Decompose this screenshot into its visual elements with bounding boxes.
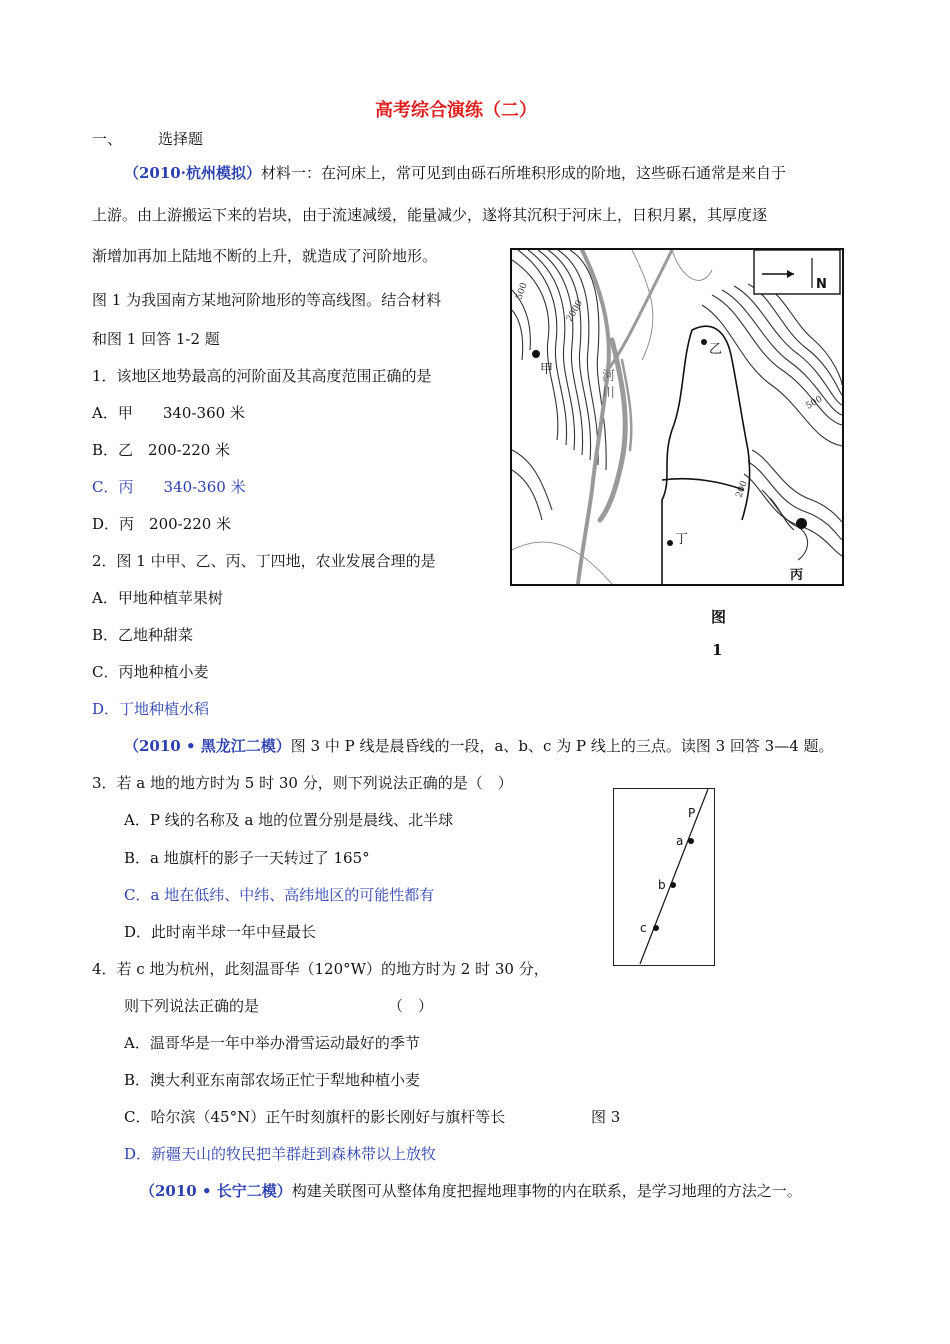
section-number: 一、 [92,130,123,148]
answer-paren: （ ） [388,997,434,1015]
point-bing-marker [796,518,807,529]
q3-option-b: B．a 地旗杆的影子一天转过了 165° [124,849,370,867]
contour-label: 200 [734,479,750,500]
question-4-continued: 则下列说法正确的是 [124,997,260,1015]
north-label: N [816,277,827,292]
page-title: 高考综合演练（二） [375,100,537,121]
material-line-2: 上游。由上游搬运下来的岩块，由于流速减缓，能量减少，遂将其沉积于河床上，日积月累，其厚度逐 [92,206,768,224]
point-bing-label: 丙 [790,568,804,583]
terminator-figure-3 [613,788,715,966]
point-yi-label: 乙 [709,342,723,357]
point-a-label: a [676,834,684,848]
source-label: （2010·杭州模拟） [124,164,261,182]
block2-intro-text: 图 3 中 P 线是晨昏线的一段，a、b、c 为 P 线上的三点。读图 3 回答 3—4 题。 [290,737,834,755]
q4-option-a: A．温哥华是一年中举办滑雪运动最好的季节 [124,1034,420,1052]
river-label: 河 [602,369,616,384]
point-jia-label: 甲 [540,362,554,377]
q1-option-b: B．乙 200-220 米 [92,441,231,459]
block3-text: 构建关联图可从整体角度把握地理事物的内在联系，是学习地理的方法之一。 [291,1182,802,1200]
point-ding-marker [667,540,673,546]
contour-label: 500 [804,394,825,412]
question-1: 1．该地区地势最高的河阶面及其高度范围正确的是 [92,367,432,385]
contour-label: 500 [514,281,530,302]
section-label: 选择题 [158,130,204,148]
river-label: 川 [602,386,616,401]
q4-option-c: C．哈尔滨（45°N）正午时刻旗杆的影长刚好与旗杆等长 [124,1108,506,1126]
q2-option-b: B．乙地种甜菜 [92,626,194,644]
line-p-label: P [688,806,696,820]
question-4: 4．若 c 地为杭州，此刻温哥华（120°W）的地方时为 2 时 30 分， [92,960,549,978]
source-label: （2010 • 长宁二模） [140,1182,292,1200]
q1-option-a: A．甲 340-360 米 [92,404,245,422]
q1-option-d: D．丙 200-220 米 [92,515,232,533]
point-ding-label: 丁 [675,532,689,547]
point-jia-marker [532,350,540,358]
q1-option-c: C．丙 340-360 米 [92,478,246,496]
question-3: 3．若 a 地的地方时为 5 时 30 分，则下列说法正确的是（ ） [92,774,513,792]
block2-intro [124,736,834,756]
q3-option-d: D．此时南半球一年中昼最长 [124,923,317,941]
source-label: （2010 • 黑龙江二模） [124,737,291,755]
q3-option-a: A．P 线的名称及 a 地的位置分别是晨线、北半球 [124,811,454,829]
q2-option-d: D．丁地种植水稻 [92,700,210,718]
q2-option-c: C．丙地种植小麦 [92,663,209,681]
figure-1-caption: 图 [711,608,727,626]
material-line-4: 图 1 为我国南方某地河阶地形的等高线图。结合材料 [92,291,442,309]
material-line-5: 和图 1 回答 1-2 题 [92,330,220,348]
point-c-label: c [640,921,647,935]
material-text: 材料一：在河床上，常可见到由砾石所堆积形成的阶地，这些砾石通常是来自于 [260,164,786,182]
material-line-3: 渐增加再加上陆地不断的上升，就造成了河阶地形。 [92,247,438,265]
figure-3-caption: 图 3 [591,1108,621,1126]
question-2: 2．图 1 中甲、乙、丙、丁四地，农业发展合理的是 [92,552,436,570]
block3-intro [140,1181,802,1201]
contour-label: 2000 [564,298,586,324]
material-paragraph-1 [124,163,786,183]
point-yi-marker [701,339,707,345]
contour-map-figure-1 [510,248,844,586]
q4-option-d: D．新疆天山的牧民把羊群赶到森林带以上放牧 [124,1145,437,1163]
q3-option-c: C．a 地在低纬、中纬、高纬地区的可能性都有 [124,886,435,904]
point-b-label: b [658,878,666,892]
figure-1-number: 1 [712,641,723,659]
q2-option-a: A．甲地种植苹果树 [92,589,223,607]
q4-option-b: B．澳大利亚东南部农场正忙于犁地种植小麦 [124,1071,421,1089]
